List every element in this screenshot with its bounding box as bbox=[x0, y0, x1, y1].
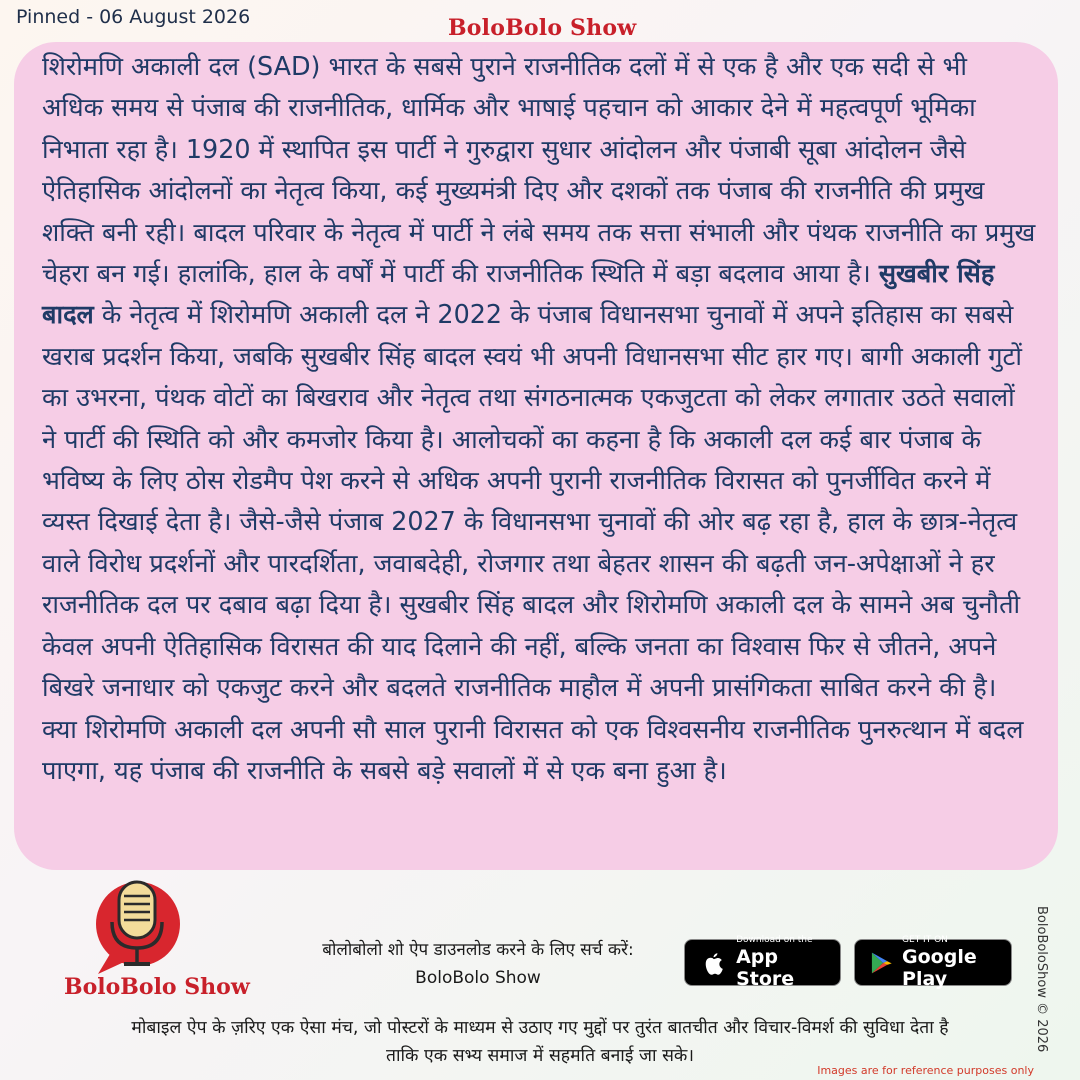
microphone-icon bbox=[58, 876, 188, 976]
disclaimer: Images are for reference purposes only bbox=[817, 1064, 1034, 1077]
article-text-part2: के नेतृत्व में शिरोमणि अकाली दल ने 2022 के पंजाब विधानसभा चुनावों में अपने इतिहास का सबसे खराब प्रदर्शन किया, जबकि सुखबीर सिंह बादल स्वयं भी अपनी विधानसभा सीट हार गए। बागी अकाली गुटों का उभरना, पंथक वोटों का बिखराव और नेतृत्व तथा संगठनात्मक एकजुटता को लेकर लगातार उठते सवालों ने पार्टी की स्थिति को और कमजोर किया है। आलोचकों का कहना है कि अकाली दल कई बार पंजाब के भविष्य के लिए ठोस रोडमैप पेश करने से अधिक अपनी पुरानी राजनीतिक विरासत को पुनर्जीवित करने में व्यस्त दिखाई देता है। जैसे-जैसे पंजाब 2027 के विधानसभा चुनावों की ओर बढ़ रहा है, हाल के छात्र-नेतृत्व वाले विरोध प्रदर्शनों और पारदर्शिता, जवाबदेही, रोजगार तथा बेहतर शासन की बढ़ती जन-अपेक्षाओं ने हर राजनीतिक दल पर दबाव बढ़ा दिया है। सुखबीर सिंह बादल और शिरोमणि अकाली दल के सामने अब चुनौती केवल अपनी ऐतिहासिक विरासत की याद दिलाने की नहीं, बल्कि जनता का विश्वास फिर से जीतने, अपने बिखरे जनाधार को एकजुट करने और बदलते राजनीतिक माहौल में अपनी प्रासंगिकता साबित करने की है। क्या शिरोमणि अकाली दल अपनी सौ साल पुरानी विरासत को एक विश्वसनीय राजनीतिक पुनरुत्थान में बदल पाएगा, यह पंजाब की राजनीति के सबसे बड़े सवालों में से एक बना हुआ है। bbox=[42, 299, 1024, 785]
google-play-small-label: GET IT ON bbox=[902, 935, 948, 945]
app-store-button[interactable] bbox=[684, 935, 841, 990]
footer-line-1: मोबाइल ऐप के ज़रिए एक ऐसा मंच, जो पोस्टरों के माध्यम से उठाए गए मुद्दों पर तुरंत बातचीत और विचार-विमर्श की सुविधा देता है bbox=[131, 1018, 949, 1038]
google-play-label: Google Play bbox=[902, 946, 977, 990]
brand-title: BoloBolo Show bbox=[448, 15, 637, 41]
app-store-label: App Store bbox=[736, 946, 795, 990]
app-store-small-label: Download on the bbox=[736, 935, 813, 945]
google-play-icon bbox=[865, 948, 896, 978]
article-highlight-name: सुखबीर सिंह बादल bbox=[42, 258, 995, 330]
side-copyright bbox=[1034, 906, 1060, 1076]
footer-text bbox=[40, 1014, 1040, 1070]
apple-icon bbox=[695, 948, 730, 978]
logo-brand-name: BoloBolo Show bbox=[64, 974, 250, 1000]
download-line-2: BoloBolo Show bbox=[415, 968, 541, 988]
google-play-button[interactable] bbox=[854, 935, 1012, 990]
article-text bbox=[42, 46, 1036, 791]
download-line-1: बोलोबोलो शो ऐप डाउनलोड करने के लिए सर्च करें: bbox=[322, 940, 634, 960]
footer-line-2: ताकि एक सभ्य समाज में सहमति बनाई जा सके। bbox=[386, 1046, 694, 1066]
download-instructions bbox=[258, 936, 698, 992]
article-panel bbox=[14, 42, 1058, 870]
pinned-date: Pinned - 06 August 2026 bbox=[16, 6, 251, 28]
side-copyright-text: BoloBoloShow © 2026 bbox=[1034, 906, 1049, 1053]
article-text-part1: शिरोमणि अकाली दल (SAD) भारत के सबसे पुराने राजनीतिक दलों में से एक है और एक सदी से भी अधिक समय से पंजाब की राजनीतिक, धार्मिक और भाषाई पहचान को आकार देने में महत्वपूर्ण भूमिका निभाता रहा है। 1920 में स्थापित इस पार्टी ने गुरुद्वारा सुधार आंदोलन और पंजाबी सूबा आंदोलन जैसे ऐतिहासिक आंदोलनों का नेतृत्व किया, कई मुख्यमंत्री दिए और दशकों तक पंजाब की राजनीति की प्रमुख शक्ति बनी रही। बादल परिवार के नेतृत्व में पार्टी ने लंबे समय तक सत्ता संभाली और पंथक राजनीति का प्रमुख चेहरा बन गई। हालांकि, हाल के वर्षों में पार्टी की राजनीतिक स्थिति में बड़ा बदलाव आया है। bbox=[42, 51, 1036, 289]
